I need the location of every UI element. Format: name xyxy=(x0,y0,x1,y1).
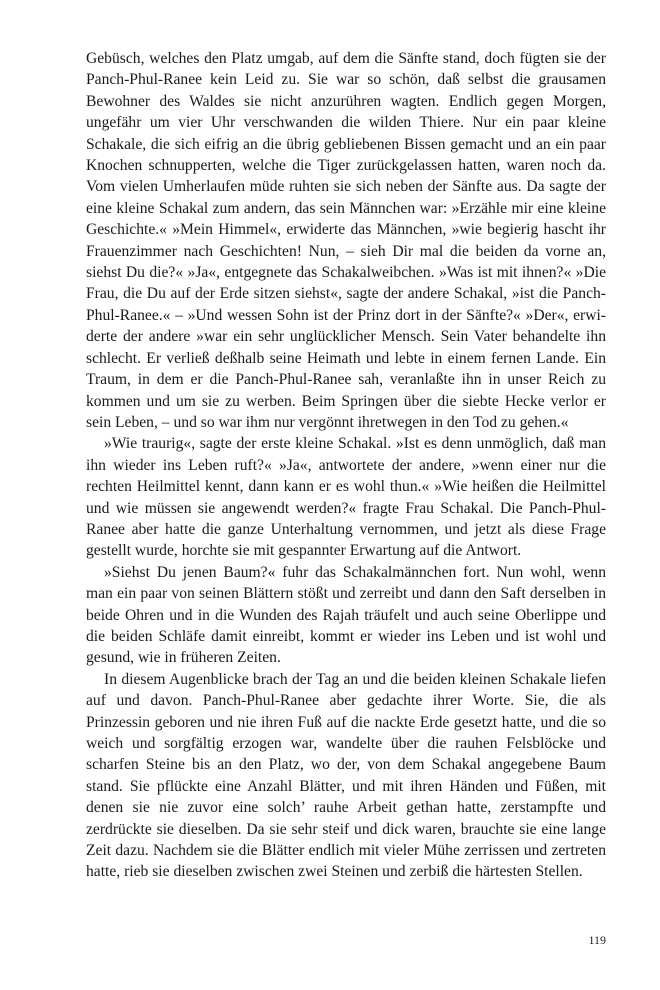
paragraph-2: »Wie traurig«, sagte der erste kleine Schakal. »Ist es denn unmöglich, daß man ihn wieder ins Leben ruft?« »Ja«, antwortete der andere, »wenn einer nur die rechten Heilmittel kennt, dann kann er es wohl thun.« »Wie heißen die Heilmittel und wie müssen sie angewendt werden?« fragte Frau Schakal. Die Panch-Phul-Ranee aber hatte die ganze Unterhaltung vernommen, und jetzt als diese Frage gestellt wurde, horchte sie mit gespannter Erwartung auf die Antwort. xyxy=(86,435,606,560)
paragraph-1: Gebüsch, welches den Platz umgab, auf dem die Sänfte stand, doch fügten sie der Panch-Phul-Ranee kein Leid zu. Sie war so schön, daß selbst die grausamen Bewohner des Waldes sie nicht anzurühren wagten. Endlich gegen Morgen, ungefähr um vier Uhr verschwanden die wilden Thiere. Nur ein paar kleine Schakale, die sich eifrig an die übrig gebliebenen Bissen gemacht und an ein paar Knochen schnupperten, welche die Tiger zurückgelassen hatten, waren noch da. Vom vielen Umherlaufen müde ruhten sie sich neben der Sänfte aus. Da sagte der eine kleine Schakal zum andern, das sein Männchen war: »Erzähle mir eine kleine Geschichte.« »Mein Himmel«, erwiderte das Männchen, »wie begierig hascht ihr Frauenzimmer nach Geschichten! Nun, – sieh Dir mal die beiden da vorne an, siehst Du die?« »Ja«, entgegnete das Schakalweibchen. »Was ist mit ihnen?« »Die Frau, die Du auf der Erde sitzen siehst«, sagte der andere Schakal, »ist die Panch-Phul-Ranee.« – »Und wessen Sohn ist der Prinz dort in der Sänfte?« »Der«, erwiderte der andere »war ein sehr unglücklicher Mensch. Sein Vater behandelte ihn schlecht. Er verließ deßhalb seine Heimath und lebte in einem fernen Lande. Ein Traum, in dem er die Panch-Phul-Ranee sah, veranlaßte ihn in unser Reich zu kommen und um sie zu werben. Beim Springen über die siebte Hecke verlor er sein Leben, – und so war ihm nur vergönnt ihretwegen in den Tod zu gehen.« xyxy=(86,50,606,431)
paragraph-4: In diesem Augenblicke brach der Tag an und die beiden kleinen Schakale liefen auf und davon. Panch-Phul-Ranee aber gedachte ihrer Worte. Sie, die als Prinzessin geboren und nie ihren Fuß auf die nackte Erde gesetzt hatte, und die so weich und sorgfältig erzogen war, wandelte über die rauhen Felsblöcke und scharfen Steine bis an den Platz, wo der, von dem Schakal angegebene Baum stand. Sie pflückte eine Anzahl Blätter, und mit ihren Händen und Füßen, mit denen sie nie zuvor eine solch’ rauhe Arbeit gethan hatte, zerstampfte und zerdrückte sie dieselben. Da sie sehr steif und dick waren, brauchte sie eine lange Zeit dazu. Nachdem sie die Blätter endlich mit vieler Mühe zerrissen und zertreten hatte, rieb sie dieselben zwischen zwei Steinen und zerbiß die härtesten Stellen. xyxy=(86,670,606,881)
page-number: 119 xyxy=(588,933,606,947)
body-text xyxy=(86,48,606,883)
page-body xyxy=(86,48,606,883)
paragraph-3: »Siehst Du jenen Baum?« fuhr das Schakalmännchen fort. Nun wohl, wenn man ein paar von seinen Blättern stößt und zerreibt und dann den Saft derselben in beide Ohren und in die Wunden des Rajah träufelt und auch seine Oberlippe und die beiden Schläfe damit einreibt, kommt er wieder ins Leben und ist wohl und gesund, wie in früheren Zeiten. xyxy=(86,563,606,667)
